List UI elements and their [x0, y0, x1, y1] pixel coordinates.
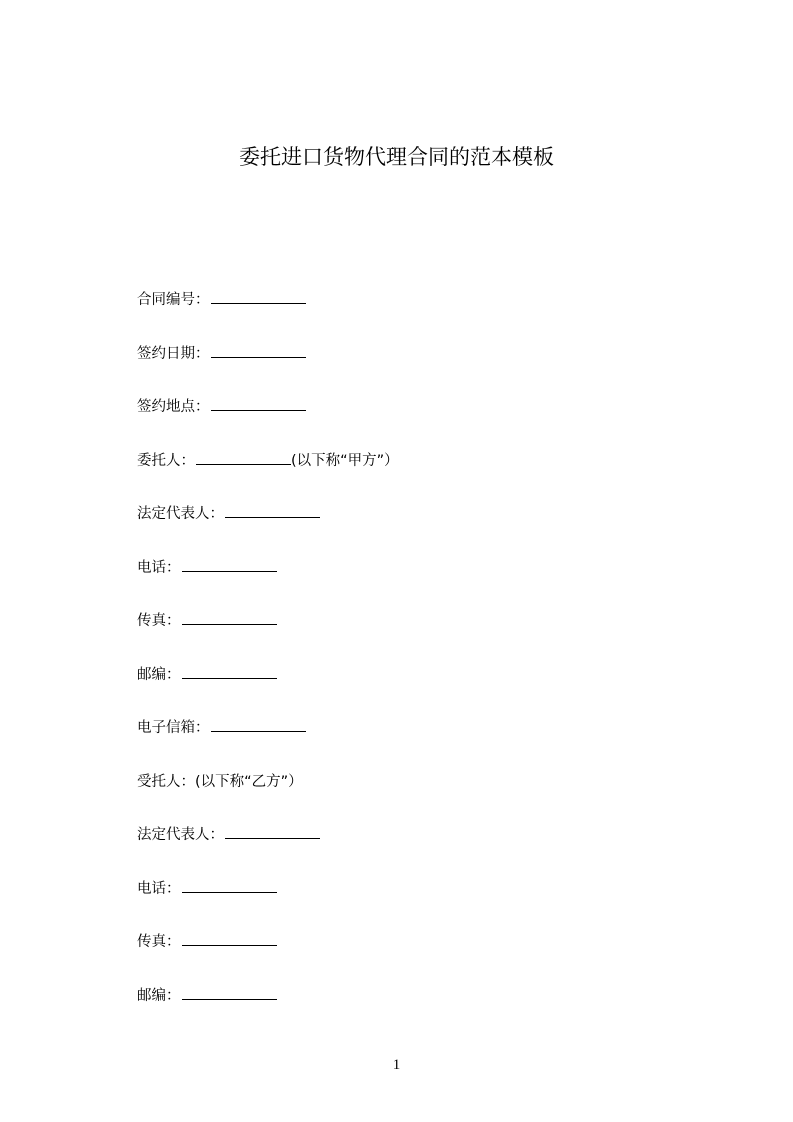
agent-legal-rep-field: [137, 823, 399, 877]
fill-in-blank: [196, 450, 291, 465]
field-label: 电话：: [137, 559, 181, 576]
field-label: 合同编号：: [137, 292, 210, 308]
fill-in-blank: [182, 878, 277, 893]
field-label: 电话：: [137, 880, 181, 897]
field-label: 法定代表人：: [137, 506, 224, 522]
fill-in-blank: [182, 931, 277, 946]
agent-phone-field: [137, 877, 399, 931]
fill-in-blank: [182, 610, 277, 625]
field-label: 受托人：(以下称“乙方”）: [137, 773, 303, 790]
field-label: 邮编：: [137, 987, 181, 1004]
field-label: 传真：: [137, 613, 181, 629]
fill-in-blank: [182, 557, 277, 572]
field-label: 电子信箱：: [137, 720, 210, 736]
field-label: 传真：: [137, 934, 181, 950]
principal-phone-field: [137, 556, 399, 610]
page-number: 1: [392, 1057, 401, 1073]
signing-date-field: [137, 342, 399, 396]
fill-in-blank: [182, 985, 277, 1000]
agent-postcode-field: [137, 984, 399, 1038]
agent-field: [137, 770, 399, 824]
field-label: 签约日期：: [137, 345, 210, 362]
document-title: 委托进口货物代理合同的范本模板: [239, 145, 554, 169]
principal-fax-field: [137, 609, 399, 663]
contract-number-field: [137, 288, 399, 342]
field-label: 签约地点：: [137, 399, 210, 415]
fill-in-blank: [211, 289, 306, 304]
fill-in-blank: [225, 503, 320, 518]
principal-field: [137, 449, 399, 503]
field-suffix: (以下称“甲方”）: [291, 452, 399, 469]
fill-in-blank: [211, 717, 306, 732]
fill-in-blank: [211, 396, 306, 411]
contract-fields: [137, 288, 399, 1037]
fill-in-blank: [211, 343, 306, 358]
signing-place-field: [137, 395, 399, 449]
agent-fax-field: [137, 930, 399, 984]
principal-legal-rep-field: [137, 502, 399, 556]
fill-in-blank: [225, 824, 320, 839]
field-label: 委托人：: [137, 452, 195, 469]
fill-in-blank: [182, 664, 277, 679]
field-label: 法定代表人：: [137, 827, 224, 843]
field-label: 邮编：: [137, 666, 181, 683]
principal-email-field: [137, 716, 399, 770]
principal-postcode-field: [137, 663, 399, 717]
